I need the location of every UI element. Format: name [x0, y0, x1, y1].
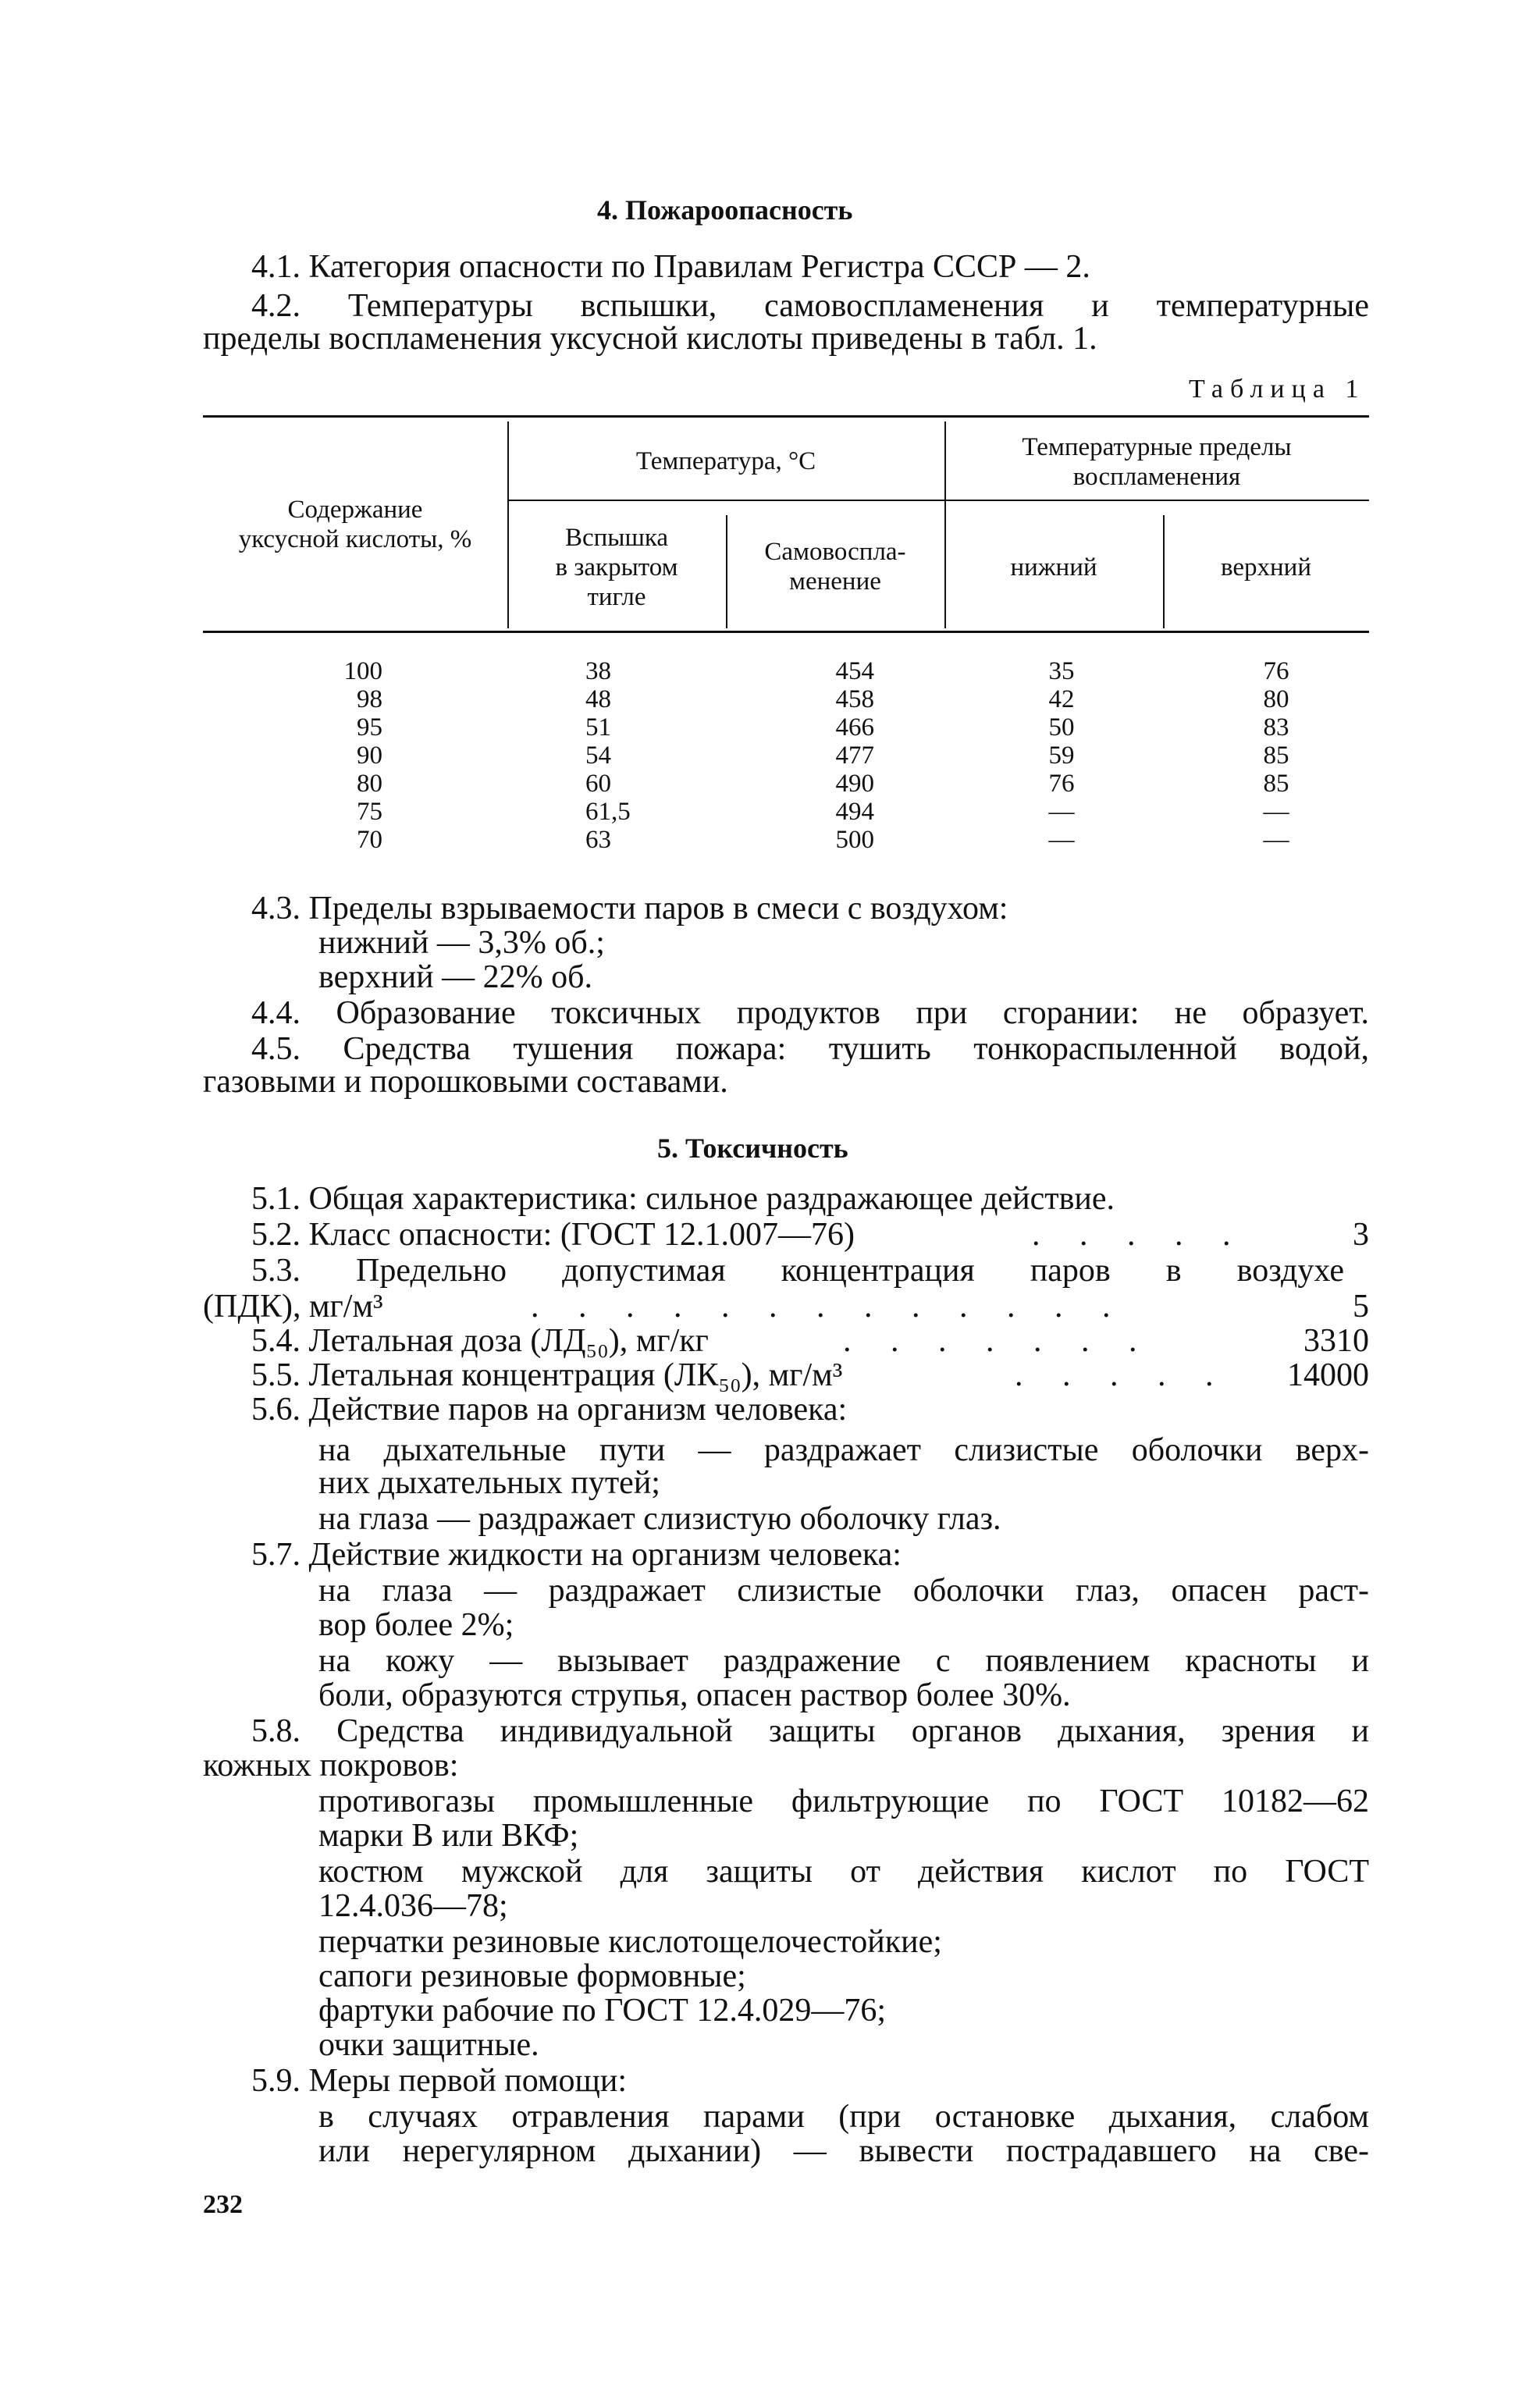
paragraph-5-1: 5.1. Общая характеристика: сильное раздражающее действие. — [251, 1181, 1115, 1217]
table-cell: 76 — [1263, 657, 1289, 685]
paragraph-5-8-c: перчатки резиновые кислотощелочестойкие; — [318, 1924, 942, 1960]
value-5-4: 3310 — [1303, 1323, 1369, 1359]
table-header-bottom-rule — [203, 631, 1369, 633]
leader-dots: . . . . . . . . . . . . . — [531, 1289, 1126, 1325]
section-5-heading: 5. Токсичность — [657, 1133, 848, 1164]
paragraph-5-6-a-line1: на дыхательные пути — раздражает слизистые оболочки верх- — [318, 1432, 1369, 1468]
table-cell: 60 — [585, 770, 611, 798]
table-header-mid-rule — [507, 500, 1369, 501]
paragraph-5-3-line1: 5.3. Предельно допустимая концентрация паров в воздухе — [251, 1253, 1344, 1289]
header-lower: нижний — [1010, 553, 1097, 581]
paragraph-5-9-a-line2: или нерегулярном дыхании) — вывести пострадавшего на све- — [318, 2133, 1369, 2169]
header-flash: Вспышка в закрытом тигле — [555, 524, 678, 611]
header-limits: Температурные пределы воспламенения — [1022, 433, 1292, 491]
table-cell: 61,5 — [585, 798, 631, 826]
table-cell: — — [1048, 826, 1075, 854]
paragraph-4-3-upper: верхний — 22% об. — [318, 959, 593, 995]
table-cell: 83 — [1263, 713, 1289, 742]
paragraph-5-9-a-line1: в случаях отравления парами (при остановке дыхания, слабом — [318, 2099, 1369, 2135]
leader-dots: . . . . . . . — [843, 1323, 1153, 1359]
table-cell: 494 — [835, 798, 874, 826]
paragraph-5-8-line2: кожных покровов: — [203, 1748, 459, 1784]
paragraph-5-8-a-line1: противогазы промышленные фильтрующие по ГОСТ 10182—62 — [318, 1784, 1369, 1819]
table-cell: 50 — [1048, 713, 1075, 742]
leader-dots: . . . . . — [1015, 1357, 1229, 1393]
table-cell: 98 — [357, 685, 382, 713]
table-cell: 35 — [1048, 657, 1075, 685]
table-cell: 477 — [835, 742, 874, 770]
table-top-rule — [203, 415, 1369, 418]
paragraph-5-8-b-line2: 12.4.036—78; — [318, 1888, 508, 1924]
table-cell: — — [1263, 798, 1289, 826]
table-caption: Таблица 1 — [1189, 375, 1366, 404]
value-5-2: 3 — [1353, 1217, 1369, 1253]
table-cell: 80 — [357, 770, 382, 798]
column-upper — [1253, 657, 1300, 854]
table-cell: 454 — [835, 657, 874, 685]
paragraph-5-7-a-line2: вор более 2%; — [318, 1607, 514, 1643]
table-cell: 48 — [585, 685, 611, 713]
table-cell: 75 — [357, 798, 382, 826]
column-flash — [585, 657, 656, 854]
table-cell: 490 — [835, 770, 874, 798]
table-cell: 458 — [835, 685, 874, 713]
paragraph-5-7-b-line1: на кожу — вызывает раздражение с появлением красноты и — [318, 1643, 1369, 1679]
leader-dots: . . . . . — [1032, 1217, 1247, 1253]
paragraph-4-2-line1: 4.2. Температуры вспышки, самовоспламенения и температурные — [251, 288, 1369, 324]
paragraph-4-3-lower: нижний — 3,3% об.; — [318, 925, 605, 961]
table-cell: — — [1048, 798, 1075, 826]
header-temperature: Температура, °C — [635, 447, 816, 475]
paragraph-5-8-b-line1: костюм мужской для защиты от действия кислот по ГОСТ — [318, 1854, 1369, 1890]
table-cell: — — [1263, 826, 1289, 854]
paragraph-4-3: 4.3. Пределы взрываемости паров в смеси с воздухом: — [251, 891, 1008, 926]
table-cell: 63 — [585, 826, 611, 854]
paragraph-4-2-line2: пределы воспламенения уксусной кислоты приведены в табл. 1. — [203, 321, 1097, 357]
paragraph-5-6-b: на глаза — раздражает слизистую оболочку глаз. — [318, 1501, 1001, 1537]
table-cell: 466 — [835, 713, 874, 742]
paragraph-5-8-a-line2: марки В или ВКФ; — [318, 1818, 579, 1854]
table-cell: 80 — [1263, 685, 1289, 713]
header-autoignition: Самовоспла- менение — [764, 538, 906, 596]
paragraph-5-8-d: сапоги резиновые формовные; — [318, 1958, 746, 1994]
column-content — [297, 657, 382, 854]
table-cell: 51 — [585, 713, 611, 742]
paragraph-5-8-f: очки защитные. — [318, 2027, 539, 2063]
value-5-5: 14000 — [1287, 1357, 1369, 1393]
paragraph-5-7-b-line2: боли, образуются струпья, опасен раствор более 30%. — [318, 1677, 1071, 1713]
paragraph-5-5: 5.5. Летальная концентрация (ЛК₅₀), мг/м³ — [251, 1357, 843, 1393]
table-cell: 76 — [1048, 770, 1075, 798]
header-content: Содержание уксусной кислоты, % — [238, 496, 472, 553]
table-cell: 38 — [585, 657, 611, 685]
table-cell: 90 — [357, 742, 382, 770]
paragraph-4-1: 4.1. Категория опасности по Правилам Регистра СССР — 2. — [251, 249, 1090, 285]
table-cell: 500 — [835, 826, 874, 854]
header-upper: верхний — [1220, 553, 1311, 581]
column-lower — [1038, 657, 1085, 854]
paragraph-4-4: 4.4. Образование токсичных продуктов при сгорании: не образует. — [251, 995, 1369, 1031]
table-cell: 59 — [1048, 742, 1075, 770]
paragraph-5-9: 5.9. Меры первой помощи: — [251, 2063, 628, 2099]
section-4-heading: 4. Пожароопасность — [597, 194, 853, 226]
table-cell: 54 — [585, 742, 611, 770]
paragraph-5-8-line1: 5.8. Средства индивидуальной защиты органов дыхания, зрения и — [251, 1713, 1369, 1749]
paragraph-5-8-e: фартуки рабочие по ГОСТ 12.4.029—76; — [318, 1993, 887, 2029]
paragraph-5-2: 5.2. Класс опасности: (ГОСТ 12.1.007—76) — [251, 1217, 855, 1253]
paragraph-5-7: 5.7. Действие жидкости на организм человека: — [251, 1537, 902, 1573]
paragraph-5-3-line2: (ПДК), мг/м³ — [203, 1289, 383, 1325]
table-cell: 85 — [1263, 770, 1289, 798]
table-cell: 42 — [1048, 685, 1075, 713]
table-cell: 70 — [357, 826, 382, 854]
table-cell: 85 — [1263, 742, 1289, 770]
value-5-3: 5 — [1353, 1289, 1369, 1325]
paragraph-5-7-a-line1: на глаза — раздражает слизистые оболочки глаз, опасен раст- — [318, 1573, 1369, 1609]
paragraph-5-6: 5.6. Действие паров на организм человека: — [251, 1392, 848, 1428]
paragraph-5-4: 5.4. Летальная доза (ЛД₅₀), мг/кг — [251, 1323, 709, 1359]
table-cell: 95 — [357, 713, 382, 742]
paragraph-4-5-line1: 4.5. Средства тушения пожара: тушить тонкораспыленной водой, — [251, 1031, 1369, 1067]
paragraph-5-6-a-line2: них дыхательных путей; — [318, 1465, 660, 1501]
column-autoignition — [812, 657, 874, 854]
paragraph-4-5-line2: газовыми и порошковыми составами. — [203, 1064, 728, 1100]
table-cell: 100 — [343, 657, 382, 685]
page-number: 232 — [203, 2190, 243, 2219]
